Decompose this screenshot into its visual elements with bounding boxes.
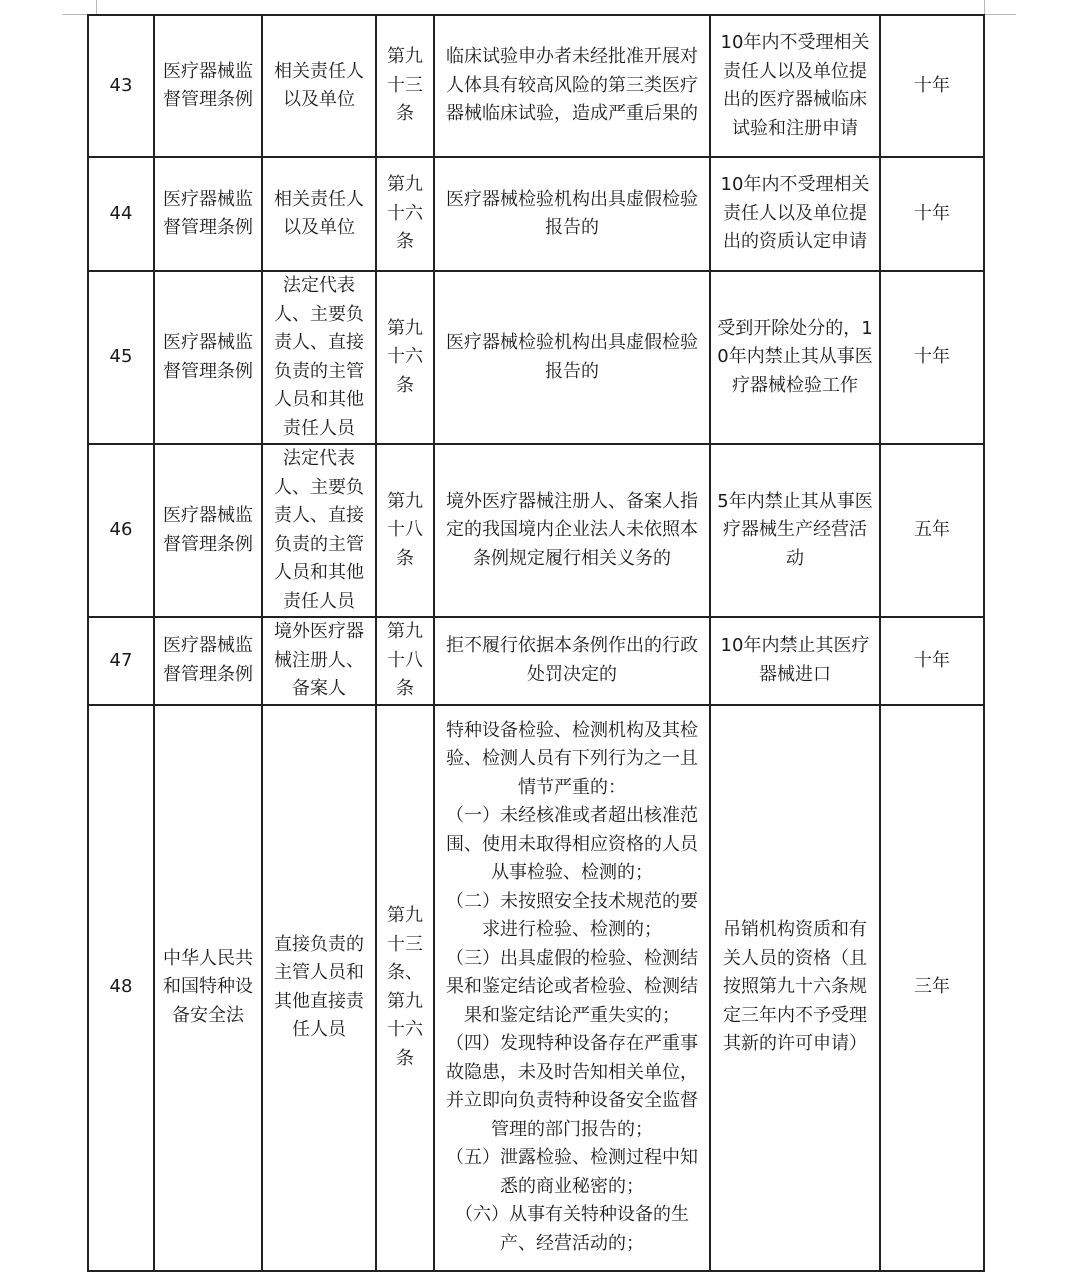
violation-act: 境外医疗器械注册人、备案人指定的我国境内企业法人未依照本条例规定履行相关义务的 <box>434 444 710 617</box>
table-row-47 <box>88 617 984 705</box>
row-number: 48 <box>88 705 154 1271</box>
law-name: 医疗器械监督管理条例 <box>154 444 262 617</box>
violation-act: 临床试验申办者未经批准开展对人体具有较高风险的第三类医疗器械临床试验，造成严重后果的 <box>434 15 710 157</box>
restriction-measure: 10年内禁止其医疗器械进口 <box>710 617 880 705</box>
restriction-period: 十年 <box>880 15 984 157</box>
table-row-43 <box>88 15 984 157</box>
restriction-period: 五年 <box>880 444 984 617</box>
row-number: 43 <box>88 15 154 157</box>
table-row-44 <box>88 157 984 271</box>
row-number: 47 <box>88 617 154 705</box>
legal-article: 第九十八条 <box>376 617 434 705</box>
legal-article: 第九十六条 <box>376 157 434 271</box>
restriction-measure: 受到开除处分的，10年内禁止其从事医疗器械检验工作 <box>710 271 880 444</box>
responsible-subject: 直接负责的主管人员和其他直接责任人员 <box>262 705 376 1271</box>
law-name: 医疗器械监督管理条例 <box>154 617 262 705</box>
law-name: 医疗器械监督管理条例 <box>154 271 262 444</box>
table-row-45 <box>88 271 984 444</box>
penalty-table <box>87 14 985 1272</box>
responsible-subject: 境外医疗器械注册人、备案人 <box>262 617 376 705</box>
responsible-subject: 法定代表人、主要负责人、直接负责的主管人员和其他责任人员 <box>262 271 376 444</box>
restriction-period: 十年 <box>880 271 984 444</box>
row-number: 44 <box>88 157 154 271</box>
legal-article: 第九十三条 <box>376 15 434 157</box>
restriction-period: 三年 <box>880 705 984 1271</box>
violation-act-item: （六）从事有关特种设备的生产、经营活动的； <box>455 1204 689 1254</box>
legal-article: 第九十八条 <box>376 444 434 617</box>
violation-act-item: （四）发现特种设备存在严重事故隐患，未及时告知相关单位，并立即向负责特种设备安全监督管理的部门报告的； <box>446 1033 698 1140</box>
table-row-46 <box>88 444 984 617</box>
violation-act-item: （三）出具虚假的检验、检测结果和鉴定结论或者检验、检测结果和鉴定结论严重失实的； <box>446 947 698 1026</box>
responsible-subject: 法定代表人、主要负责人、直接负责的主管人员和其他责任人员 <box>262 444 376 617</box>
table-row-48 <box>88 705 984 1271</box>
violation-act <box>434 705 710 1271</box>
responsible-subject: 相关责任人以及单位 <box>262 15 376 157</box>
legal-article: 第九十三条、第九十六条 <box>376 705 434 1271</box>
legal-article: 第九十六条 <box>376 271 434 444</box>
law-name: 医疗器械监督管理条例 <box>154 15 262 157</box>
page-top-tick-left <box>96 0 97 14</box>
restriction-period: 十年 <box>880 617 984 705</box>
row-number: 45 <box>88 271 154 444</box>
restriction-measure: 10年内不受理相关责任人以及单位提出的医疗器械临床试验和注册申请 <box>710 15 880 157</box>
row-number: 46 <box>88 444 154 617</box>
violation-act: 拒不履行依据本条例作出的行政处罚决定的 <box>434 617 710 705</box>
violation-act: 医疗器械检验机构出具虚假检验报告的 <box>434 157 710 271</box>
page-top-tick-right <box>984 0 985 14</box>
violation-act-item: （二）未按照安全技术规范的要求进行检验、检测的； <box>446 890 698 941</box>
violation-act-item: （一）未经核准或者超出核准范围、使用未取得相应资格的人员从事检验、检测的； <box>446 805 698 884</box>
violation-act-item: （五）泄露检验、检测过程中知悉的商业秘密的； <box>446 1147 698 1197</box>
law-name: 中华人民共和国特种设备安全法 <box>154 705 262 1271</box>
law-name: 医疗器械监督管理条例 <box>154 157 262 271</box>
violation-act: 医疗器械检验机构出具虚假检验报告的 <box>434 271 710 444</box>
restriction-measure: 吊销机构资质和有关人员的资格（且按照第九十六条规定三年内不予受理其新的许可申请） <box>710 705 880 1271</box>
restriction-measure: 5年内禁止其从事医疗器械生产经营活动 <box>710 444 880 617</box>
responsible-subject: 相关责任人以及单位 <box>262 157 376 271</box>
violation-act-intro: 特种设备检验、检测机构及其检验、检测人员有下列行为之一且情节严重的： <box>446 719 698 798</box>
restriction-period: 十年 <box>880 157 984 271</box>
restriction-measure: 10年内不受理相关责任人以及单位提出的资质认定申请 <box>710 157 880 271</box>
